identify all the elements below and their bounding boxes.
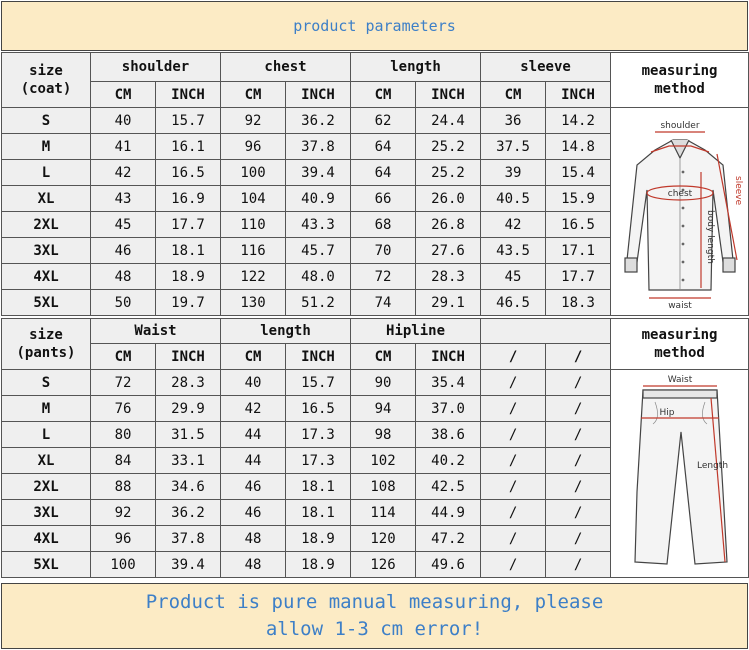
group-header: Waist (91, 319, 221, 344)
value-cell: 17.7 (156, 212, 221, 238)
value-cell: 72 (91, 370, 156, 396)
value-cell: 92 (221, 108, 286, 134)
value-cell: 62 (351, 108, 416, 134)
value-cell: 18.9 (286, 526, 351, 552)
value-cell: 46 (221, 500, 286, 526)
value-cell: 29.9 (156, 396, 221, 422)
size-cell: 5XL (2, 552, 91, 578)
value-cell: 27.6 (416, 238, 481, 264)
value-cell: 110 (221, 212, 286, 238)
value-cell: 45 (91, 212, 156, 238)
size-cell: L (2, 160, 91, 186)
size-cell: 2XL (2, 474, 91, 500)
value-cell: 48 (221, 552, 286, 578)
pants-measuring-diagram (611, 370, 749, 578)
value-cell: 16.9 (156, 186, 221, 212)
title-banner (1, 1, 748, 51)
value-cell: 16.5 (286, 396, 351, 422)
value-cell: / (546, 396, 611, 422)
value-cell: 51.2 (286, 290, 351, 316)
value-cell: 33.1 (156, 448, 221, 474)
value-cell: / (481, 448, 546, 474)
value-cell: 40.9 (286, 186, 351, 212)
unit-header: INCH (286, 344, 351, 370)
group-header (481, 319, 611, 344)
value-cell: 126 (351, 552, 416, 578)
diagram-label: Waist (667, 374, 692, 385)
value-cell: / (481, 500, 546, 526)
size-coat-header: size (coat) (2, 53, 91, 108)
group-header: chest (221, 53, 351, 82)
value-cell: 16.5 (546, 212, 611, 238)
value-cell: 26.8 (416, 212, 481, 238)
coat-measuring-diagram (611, 108, 749, 316)
value-cell: 14.2 (546, 108, 611, 134)
unit-header: INCH (416, 82, 481, 108)
value-cell: 50 (91, 290, 156, 316)
value-cell: 15.9 (546, 186, 611, 212)
unit-header: CM (91, 82, 156, 108)
unit-header: / (546, 344, 611, 370)
value-cell: 68 (351, 212, 416, 238)
value-cell: 15.4 (546, 160, 611, 186)
group-header: length (221, 319, 351, 344)
size-cell: 5XL (2, 290, 91, 316)
value-cell: 36.2 (286, 108, 351, 134)
notice-line: Product is pure manual measuring, please (145, 591, 604, 613)
notice-line: allow 1-3 cm error! (265, 618, 484, 640)
group-header: shoulder (91, 53, 221, 82)
value-cell: 24.4 (416, 108, 481, 134)
value-cell: 48.0 (286, 264, 351, 290)
size-cell: M (2, 396, 91, 422)
value-cell: 102 (351, 448, 416, 474)
value-cell: 120 (351, 526, 416, 552)
size-cell: 4XL (2, 264, 91, 290)
value-cell: 25.2 (416, 134, 481, 160)
value-cell: / (546, 474, 611, 500)
size-cell: S (2, 370, 91, 396)
size-cell: XL (2, 186, 91, 212)
measuring-method-header: measuring method (611, 53, 749, 108)
size-cell: L (2, 422, 91, 448)
size-cell: M (2, 134, 91, 160)
value-cell: 88 (91, 474, 156, 500)
value-cell: 80 (91, 422, 156, 448)
value-cell: 92 (91, 500, 156, 526)
value-cell: 45 (481, 264, 546, 290)
unit-header: INCH (156, 344, 221, 370)
value-cell: 44 (221, 448, 286, 474)
unit-header: CM (351, 82, 416, 108)
value-cell: 90 (351, 370, 416, 396)
value-cell: 36 (481, 108, 546, 134)
value-cell: 28.3 (416, 264, 481, 290)
value-cell: 18.9 (286, 552, 351, 578)
value-cell: 18.1 (156, 238, 221, 264)
value-cell: 25.2 (416, 160, 481, 186)
value-cell: 37.8 (156, 526, 221, 552)
unit-header: CM (221, 82, 286, 108)
value-cell: 116 (221, 238, 286, 264)
measuring-method-header: measuring method (611, 319, 749, 370)
value-cell: 39.4 (156, 552, 221, 578)
value-cell: 94 (351, 396, 416, 422)
diagram-label: waist (667, 300, 692, 310)
notice-banner (1, 583, 748, 649)
value-cell: 46.5 (481, 290, 546, 316)
value-cell: 19.7 (156, 290, 221, 316)
value-cell: 40.2 (416, 448, 481, 474)
value-cell: 35.4 (416, 370, 481, 396)
value-cell: 64 (351, 160, 416, 186)
value-cell: / (546, 500, 611, 526)
value-cell: 18.3 (546, 290, 611, 316)
value-cell: 122 (221, 264, 286, 290)
value-cell: 96 (91, 526, 156, 552)
diagram-label: Length (696, 460, 728, 471)
value-cell: 37.0 (416, 396, 481, 422)
value-cell: 100 (221, 160, 286, 186)
table-row (2, 370, 749, 396)
value-cell: 17.7 (546, 264, 611, 290)
diagram-label: shoulder (660, 120, 700, 131)
value-cell: 98 (351, 422, 416, 448)
value-cell: 14.8 (546, 134, 611, 160)
value-cell: 70 (351, 238, 416, 264)
unit-header: INCH (416, 344, 481, 370)
unit-header: INCH (286, 82, 351, 108)
unit-header: CM (351, 344, 416, 370)
value-cell: 40.5 (481, 186, 546, 212)
pants-size-table (1, 318, 749, 578)
value-cell: 15.7 (156, 108, 221, 134)
value-cell: / (481, 526, 546, 552)
size-cell: 2XL (2, 212, 91, 238)
value-cell: 41 (91, 134, 156, 160)
value-cell: 96 (221, 134, 286, 160)
value-cell: 46 (91, 238, 156, 264)
diagram-label: body length (704, 209, 715, 264)
value-cell: 15.7 (286, 370, 351, 396)
value-cell: / (546, 422, 611, 448)
value-cell: / (546, 448, 611, 474)
pants-diagram (615, 372, 745, 572)
value-cell: 84 (91, 448, 156, 474)
diagram-label: sleeve (732, 175, 743, 205)
diagram-label: Hip (659, 407, 675, 418)
unit-header: CM (91, 344, 156, 370)
value-cell: 18.1 (286, 474, 351, 500)
group-header: length (351, 53, 481, 82)
coat-size-table (1, 52, 749, 316)
value-cell: 18.1 (286, 500, 351, 526)
group-header: Hipline (351, 319, 481, 344)
value-cell: 16.1 (156, 134, 221, 160)
value-cell: 66 (351, 186, 416, 212)
size-cell: XL (2, 448, 91, 474)
value-cell: / (481, 396, 546, 422)
group-header: sleeve (481, 53, 611, 82)
value-cell: 26.0 (416, 186, 481, 212)
value-cell: / (481, 370, 546, 396)
value-cell: 42 (221, 396, 286, 422)
unit-header: INCH (546, 82, 611, 108)
value-cell: 49.6 (416, 552, 481, 578)
table-row (2, 108, 749, 134)
value-cell: 48 (221, 526, 286, 552)
value-cell: 100 (91, 552, 156, 578)
value-cell: / (481, 422, 546, 448)
value-cell: 48 (91, 264, 156, 290)
value-cell: 104 (221, 186, 286, 212)
value-cell: 47.2 (416, 526, 481, 552)
value-cell: 40 (221, 370, 286, 396)
value-cell: 37.5 (481, 134, 546, 160)
page-title: product parameters (293, 17, 456, 35)
value-cell: 74 (351, 290, 416, 316)
value-cell: 16.5 (156, 160, 221, 186)
value-cell: 31.5 (156, 422, 221, 448)
value-cell: 43 (91, 186, 156, 212)
value-cell: / (481, 474, 546, 500)
value-cell: 29.1 (416, 290, 481, 316)
value-cell: 114 (351, 500, 416, 526)
size-pants-header: size (pants) (2, 319, 91, 370)
value-cell: 44 (221, 422, 286, 448)
value-cell: 17.3 (286, 448, 351, 474)
value-cell: 40 (91, 108, 156, 134)
size-cell: 3XL (2, 238, 91, 264)
value-cell: 17.1 (546, 238, 611, 264)
value-cell: 46 (221, 474, 286, 500)
value-cell: 108 (351, 474, 416, 500)
value-cell: 130 (221, 290, 286, 316)
unit-header: CM (481, 82, 546, 108)
value-cell: 39 (481, 160, 546, 186)
value-cell: 37.8 (286, 134, 351, 160)
value-cell: 34.6 (156, 474, 221, 500)
value-cell: 43.3 (286, 212, 351, 238)
value-cell: / (546, 370, 611, 396)
value-cell: 38.6 (416, 422, 481, 448)
diagram-label: chest (667, 188, 692, 199)
size-cell: S (2, 108, 91, 134)
value-cell: 36.2 (156, 500, 221, 526)
coat-diagram (615, 110, 745, 310)
value-cell: 45.7 (286, 238, 351, 264)
value-cell: / (546, 526, 611, 552)
value-cell: / (546, 552, 611, 578)
value-cell: 64 (351, 134, 416, 160)
value-cell: 72 (351, 264, 416, 290)
value-cell: 39.4 (286, 160, 351, 186)
unit-header: INCH (156, 82, 221, 108)
value-cell: 43.5 (481, 238, 546, 264)
value-cell: 42.5 (416, 474, 481, 500)
unit-header: / (481, 344, 546, 370)
size-cell: 3XL (2, 500, 91, 526)
value-cell: 42 (481, 212, 546, 238)
value-cell: 17.3 (286, 422, 351, 448)
value-cell: 42 (91, 160, 156, 186)
value-cell: 44.9 (416, 500, 481, 526)
size-cell: 4XL (2, 526, 91, 552)
value-cell: 28.3 (156, 370, 221, 396)
value-cell: / (481, 552, 546, 578)
value-cell: 18.9 (156, 264, 221, 290)
unit-header: CM (221, 344, 286, 370)
value-cell: 76 (91, 396, 156, 422)
